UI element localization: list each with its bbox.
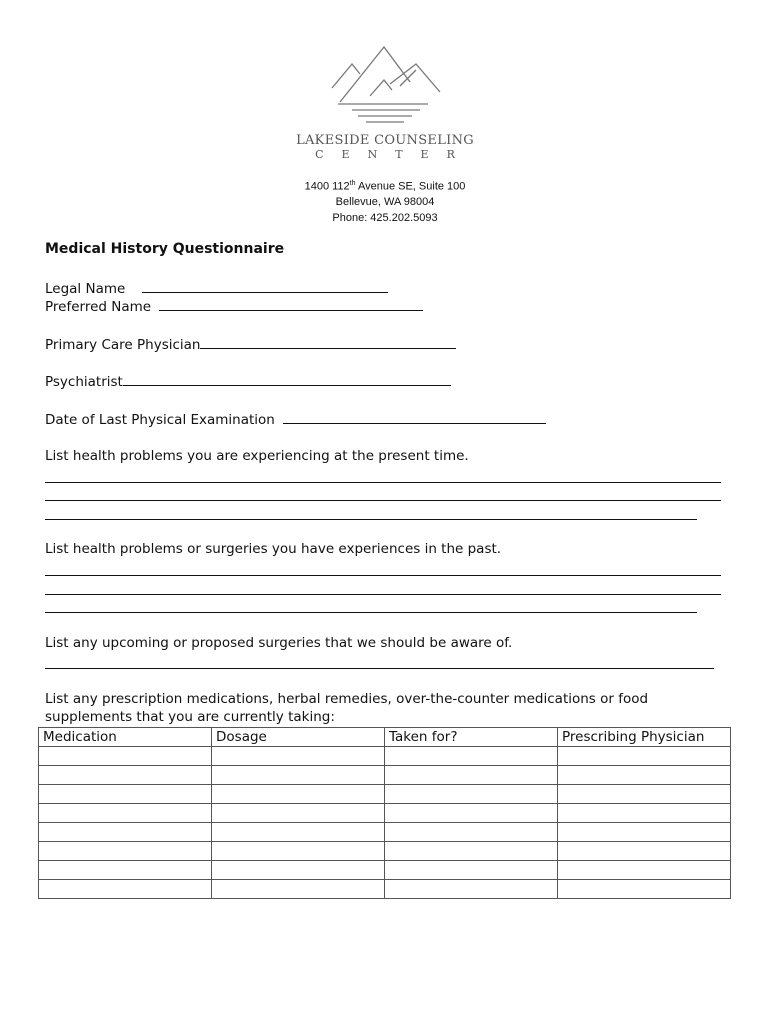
past-problems-line-1[interactable] (45, 575, 721, 576)
medication-cell[interactable] (385, 804, 558, 823)
address-line-2: Bellevue, WA 98004 (335, 196, 435, 208)
last-physical-exam-field[interactable] (45, 410, 546, 428)
taken-for-column-header: Taken for? (385, 728, 558, 747)
upcoming-surgeries-prompt: List any upcoming or proposed surgeries that we should be aware of. (45, 635, 513, 651)
medication-cell[interactable] (558, 785, 731, 804)
medication-row (39, 861, 731, 880)
medication-cell[interactable] (39, 842, 212, 861)
medication-cell[interactable] (385, 880, 558, 899)
medication-cell[interactable] (212, 842, 385, 861)
pcp-label: Primary Care Physician (45, 337, 201, 353)
preferred-name-field[interactable] (45, 297, 423, 315)
medication-cell[interactable] (212, 747, 385, 766)
medication-row (39, 785, 731, 804)
medication-cell[interactable] (385, 747, 558, 766)
medication-column-header: Medication (39, 728, 212, 747)
medication-row (39, 842, 731, 861)
address-line-1: 1400 112th Avenue SE, Suite 100 (304, 180, 466, 193)
medication-cell[interactable] (558, 766, 731, 785)
medication-cell[interactable] (558, 804, 731, 823)
phone-number: Phone: 425.202.5093 (332, 212, 438, 224)
current-problems-prompt: List health problems you are experiencing at the present time. (45, 448, 469, 464)
medication-cell[interactable] (385, 842, 558, 861)
past-problems-line-3[interactable] (45, 612, 697, 613)
current-problems-line-2[interactable] (45, 500, 721, 501)
medication-cell[interactable] (558, 880, 731, 899)
medication-cell[interactable] (39, 880, 212, 899)
medication-row (39, 880, 731, 899)
last-exam-blank[interactable] (283, 410, 546, 424)
medication-cell[interactable] (385, 766, 558, 785)
medications-table (38, 727, 731, 899)
past-problems-prompt: List health problems or surgeries you have experiences in the past. (45, 541, 502, 557)
psychiatrist-blank[interactable] (123, 372, 451, 386)
past-problems-line-2[interactable] (45, 594, 721, 595)
form-title: Medical History Questionnaire (45, 241, 285, 257)
medications-prompt-line-2: supplements that you are currently taking: (45, 709, 335, 725)
current-problems-line-3[interactable] (45, 519, 697, 520)
mountain-lake-logo (330, 44, 442, 128)
pcp-blank[interactable] (200, 335, 456, 349)
medication-cell[interactable] (39, 747, 212, 766)
preferred-name-blank[interactable] (159, 297, 423, 311)
medication-cell[interactable] (212, 766, 385, 785)
primary-care-physician-field[interactable] (45, 335, 456, 353)
medication-cell[interactable] (39, 766, 212, 785)
medication-cell[interactable] (212, 861, 385, 880)
org-name: LAKESIDE COUNSELING (296, 133, 474, 148)
medication-cell[interactable] (558, 861, 731, 880)
medications-header-row (39, 728, 731, 747)
medication-cell[interactable] (385, 785, 558, 804)
medication-cell[interactable] (385, 861, 558, 880)
preferred-name-label: Preferred Name (45, 299, 152, 315)
medication-cell[interactable] (558, 842, 731, 861)
org-subname: CENTER (315, 148, 473, 161)
medication-cell[interactable] (385, 823, 558, 842)
medication-row (39, 823, 731, 842)
medication-cell[interactable] (558, 823, 731, 842)
medication-row (39, 804, 731, 823)
current-problems-line-1[interactable] (45, 482, 721, 483)
upcoming-surgeries-line[interactable] (45, 668, 714, 669)
legal-name-label: Legal Name (45, 281, 126, 297)
medication-row (39, 766, 731, 785)
last-exam-label: Date of Last Physical Examination (45, 412, 275, 428)
medications-prompt-line-1: List any prescription medications, herbal remedies, over-the-counter medications or food (45, 691, 649, 707)
medication-cell[interactable] (212, 880, 385, 899)
prescribing-physician-column-header: Prescribing Physician (558, 728, 731, 747)
legal-name-field[interactable] (45, 279, 388, 297)
medication-cell[interactable] (212, 785, 385, 804)
medication-cell[interactable] (39, 785, 212, 804)
medication-cell[interactable] (39, 861, 212, 880)
medication-cell[interactable] (212, 823, 385, 842)
medication-row (39, 747, 731, 766)
legal-name-blank[interactable] (142, 279, 388, 293)
dosage-column-header: Dosage (212, 728, 385, 747)
medication-cell[interactable] (39, 823, 212, 842)
medication-cell[interactable] (39, 804, 212, 823)
medication-cell[interactable] (212, 804, 385, 823)
psychiatrist-field[interactable] (45, 372, 451, 390)
medication-cell[interactable] (558, 747, 731, 766)
psychiatrist-label: Psychiatrist (45, 374, 123, 390)
